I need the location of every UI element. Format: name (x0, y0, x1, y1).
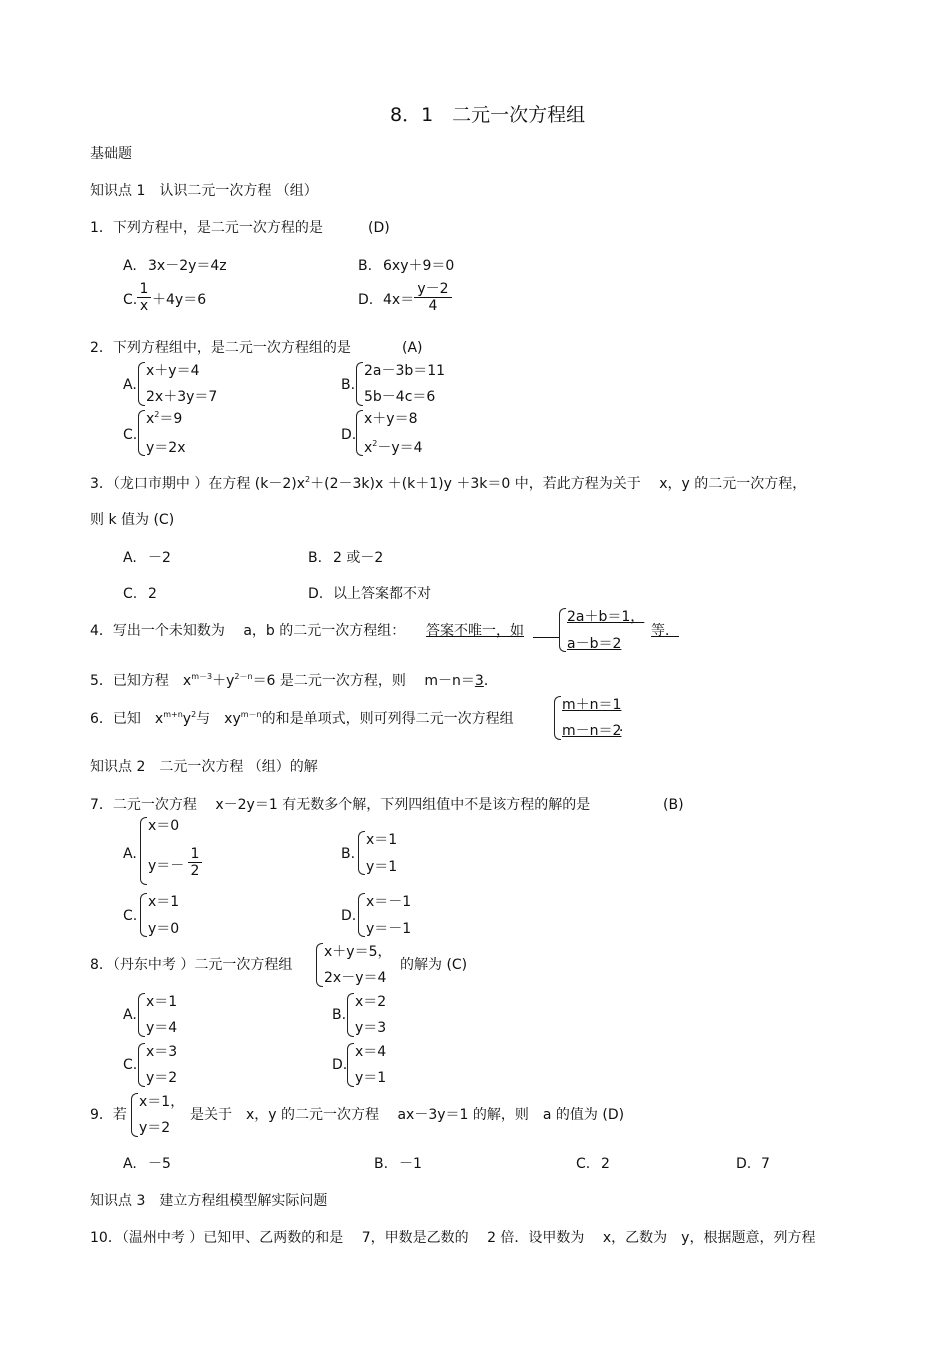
q6-exponent-1: m+n (163, 710, 183, 719)
brace-icon (316, 943, 323, 987)
q9-option-b: －1 (399, 1156, 422, 1172)
q7-a-denominator: 2 (190, 863, 200, 879)
q2-b-eq2: 5b－4c＝6 (364, 389, 436, 405)
q3-line1 (90, 475, 806, 493)
q7-a-numerator: 1 (188, 846, 202, 863)
q6-eq2: m－n＝2 (562, 723, 622, 739)
q9-option-a: －5 (148, 1156, 171, 1172)
q5-exponent-1: m－3 (191, 672, 213, 681)
brace-icon (347, 1043, 354, 1087)
q4-blank-prefix: 答案不唯一，如 (426, 623, 524, 639)
q1-option-b: 6xy＋9＝0 (383, 258, 455, 274)
q8-eq1: x＋y＝5， (324, 944, 392, 960)
brace-icon (358, 831, 365, 875)
q1-d-denominator: 4 (428, 298, 438, 314)
brace-icon (138, 1043, 145, 1087)
q8-d-eq1: x＝4 (355, 1044, 387, 1060)
q8-option-b-label: B. (332, 1007, 347, 1023)
q6-part-d: 的和是单项式，则可列得二元一次方程组 (261, 711, 514, 727)
q2-d-eq2-rest: －y＝4 (377, 440, 423, 456)
q8-c-eq1: x＝3 (146, 1044, 178, 1060)
q7-b-eq1: x＝1 (366, 832, 398, 848)
q7-option-a-label: A. (123, 846, 137, 862)
q7-answer: (B) (663, 797, 684, 813)
q9-stem: 9．若 (90, 1107, 127, 1123)
q2-a-eq1: x＋y＝4 (146, 363, 200, 379)
brace-icon (356, 362, 363, 406)
q7-option-b-label: B. (341, 846, 356, 862)
q9-eq2: y＝2 (139, 1120, 171, 1136)
q6-part-b: y (182, 711, 192, 727)
q8-b-eq1: x＝2 (355, 994, 387, 1010)
q3-line1-exponent: 2 (305, 475, 311, 484)
q9-after: 是关于 x，y 的二元一次方程 ax－3y＝1 的解，则 a 的值为 (D) (190, 1107, 625, 1123)
q7-c-eq1: x＝1 (148, 894, 180, 910)
q2-option-c-label: C. (123, 427, 138, 443)
q1-option-d-lhs: 4x＝ (383, 292, 415, 308)
q7-b-eq2: y＝1 (366, 859, 398, 875)
q8-option-c-label: C. (123, 1057, 138, 1073)
q6-part-c: 与 xy (196, 711, 241, 727)
q4-suffix: 等． (651, 623, 679, 639)
q3-option-c: 2 (148, 586, 157, 602)
q8-after: 的解为 (C) (400, 957, 468, 973)
q2-option-a-label: A. (123, 377, 137, 393)
q7-stem: 7．二元一次方程 x－2y＝1 有无数多个解，下列四组值中不是该方程的解的是 (90, 797, 591, 813)
q1-stem: 1．下列方程中，是二元一次方程的是 (90, 220, 323, 236)
q1-option-a: 3x－2y＝4z (148, 258, 227, 274)
brace-icon (138, 410, 145, 456)
brace-icon (559, 608, 566, 652)
q3-option-d-label: D. (308, 586, 324, 602)
q9-eq1: x＝1， (139, 1094, 185, 1110)
q4-eq1: 2a＋b＝1， (567, 609, 645, 625)
q3-option-d: 以上答案都不对 (333, 586, 431, 602)
q7-a-fraction (188, 846, 202, 879)
brace-icon (347, 993, 354, 1037)
q3-option-a: －2 (148, 550, 171, 566)
q8-a-eq1: x＝1 (146, 994, 178, 1010)
q1-option-a-label: A. (123, 258, 137, 274)
q8-d-eq2: y＝1 (355, 1070, 387, 1086)
q3-option-a-label: A. (123, 550, 137, 566)
q2-d-eq2-exponent: 2 (372, 439, 378, 448)
brace-icon (138, 362, 145, 406)
q7-c-eq2: y＝0 (148, 921, 180, 937)
q6-end: ． (619, 719, 633, 735)
q7-d-eq2: y＝－1 (366, 921, 412, 937)
q2-a-eq2: 2x＋3y＝7 (146, 389, 218, 405)
q3-option-b: 2 或－2 (333, 550, 384, 566)
q7-d-eq1: x＝－1 (366, 894, 412, 910)
knowledge-point-1: 知识点 1 认识二元一次方程 （组） (90, 183, 318, 199)
q1-option-c-rest: ＋4y＝6 (152, 292, 207, 308)
q2-c-eq1-exponent: 2 (154, 410, 160, 419)
q3-option-b-label: B. (308, 550, 323, 566)
q5-part-c: ＝6 是二元一次方程，则 m－n＝ (252, 673, 475, 689)
q1-d-numerator: y－2 (414, 281, 452, 298)
q3-line2: 则 k 值为 (C) (90, 512, 175, 528)
q1-option-d-label: D. (358, 292, 374, 308)
q5-part-b: ＋y (212, 673, 235, 689)
q1-option-c-fraction (137, 281, 151, 314)
q8-option-a-label: A. (123, 1007, 137, 1023)
brace-icon (138, 993, 145, 1037)
q9-option-c: 2 (601, 1156, 610, 1172)
q1-option-b-label: B. (358, 258, 373, 274)
q2-c-eq1-base: x (146, 411, 155, 427)
q9-option-d: 7 (761, 1156, 770, 1172)
q8-a-eq2: y＝4 (146, 1020, 178, 1036)
brace-icon (131, 1093, 138, 1137)
q5-part-a: 5．已知方程 x (90, 673, 192, 689)
q2-b-eq1: 2a－3b＝11 (364, 363, 446, 379)
q5-stem (90, 672, 498, 690)
q7-a-eq2: y＝－ (148, 858, 185, 874)
q8-option-d-label: D. (332, 1057, 348, 1073)
q2-stem: 2．下列方程组中，是二元一次方程组的是 (90, 340, 351, 356)
page-title: 8．1 二元一次方程组 (390, 104, 586, 126)
q6-stem (90, 710, 514, 728)
q4-blank-line (533, 637, 559, 638)
q9-option-d-label: D. (736, 1156, 752, 1172)
brace-icon (358, 893, 365, 937)
q2-option-b-label: B. (341, 377, 356, 393)
q6-eq1: m＋n＝1 (562, 697, 622, 713)
q1-option-c-label: C. (123, 292, 138, 308)
q8-stem: 8．（丹东中考 ）二元一次方程组 (90, 957, 293, 973)
q2-c-eq1-rest: ＝9 (159, 411, 183, 427)
q7-a-eq1: x＝0 (148, 818, 180, 834)
q6-exponent-2: 2 (191, 710, 197, 719)
q2-d-eq2-base: x (364, 440, 373, 456)
q8-b-eq2: y＝3 (355, 1020, 387, 1036)
section-heading: 基础题 (90, 146, 132, 162)
brace-icon (140, 893, 147, 937)
knowledge-point-2: 知识点 2 二元一次方程 （组）的解 (90, 759, 318, 775)
q10-stem: 10．（温州中考 ）已知甲、乙两数的和是 7，甲数是乙数的 2 倍．设甲数为 x，乙数为 y，根据题意，列方程 (90, 1230, 816, 1246)
q9-option-b-label: B. (374, 1156, 389, 1172)
q7-option-d-label: D. (341, 908, 357, 924)
q6-part-a: 6．已知 x (90, 711, 164, 727)
q4-eq2: a－b＝2 (567, 636, 622, 652)
q3-line1-b: ＋(2－3k)x ＋(k＋1)y ＋3k＝0 中，若此方程为关于 x，y 的二元一次方程， (310, 476, 807, 492)
q4-stem: 4．写出一个未知数为 a，b 的二元一次方程组： (90, 623, 406, 639)
q9-option-a-label: A. (123, 1156, 137, 1172)
q1-c-denominator: x (139, 298, 149, 314)
q8-c-eq2: y＝2 (146, 1070, 178, 1086)
q5-exponent-2: 2－n (234, 672, 253, 681)
q6-exponent-3: m－n (240, 710, 262, 719)
q2-d-eq1: x＋y＝8 (364, 411, 418, 427)
q1-answer: (D) (368, 220, 390, 236)
q5-answer: 3 (474, 673, 484, 689)
q8-eq2: 2x－y＝4 (324, 970, 387, 986)
q3-option-c-label: C. (123, 586, 138, 602)
q9-option-c-label: C. (576, 1156, 591, 1172)
brace-icon (140, 817, 147, 885)
q2-answer: (A) (402, 340, 423, 356)
q2-c-eq2: y＝2x (146, 440, 186, 456)
q1-option-d-fraction (414, 281, 452, 314)
q5-end: ． (483, 673, 498, 689)
brace-icon (554, 696, 561, 740)
q2-option-d-label: D. (341, 427, 357, 443)
q1-c-numerator: 1 (137, 281, 151, 298)
q7-option-c-label: C. (123, 908, 138, 924)
knowledge-point-3: 知识点 3 建立方程组模型解实际问题 (90, 1193, 328, 1209)
brace-icon (356, 410, 363, 456)
q3-line1-a: 3．（龙口市期中 ）在方程 (k－2)x (90, 476, 306, 492)
